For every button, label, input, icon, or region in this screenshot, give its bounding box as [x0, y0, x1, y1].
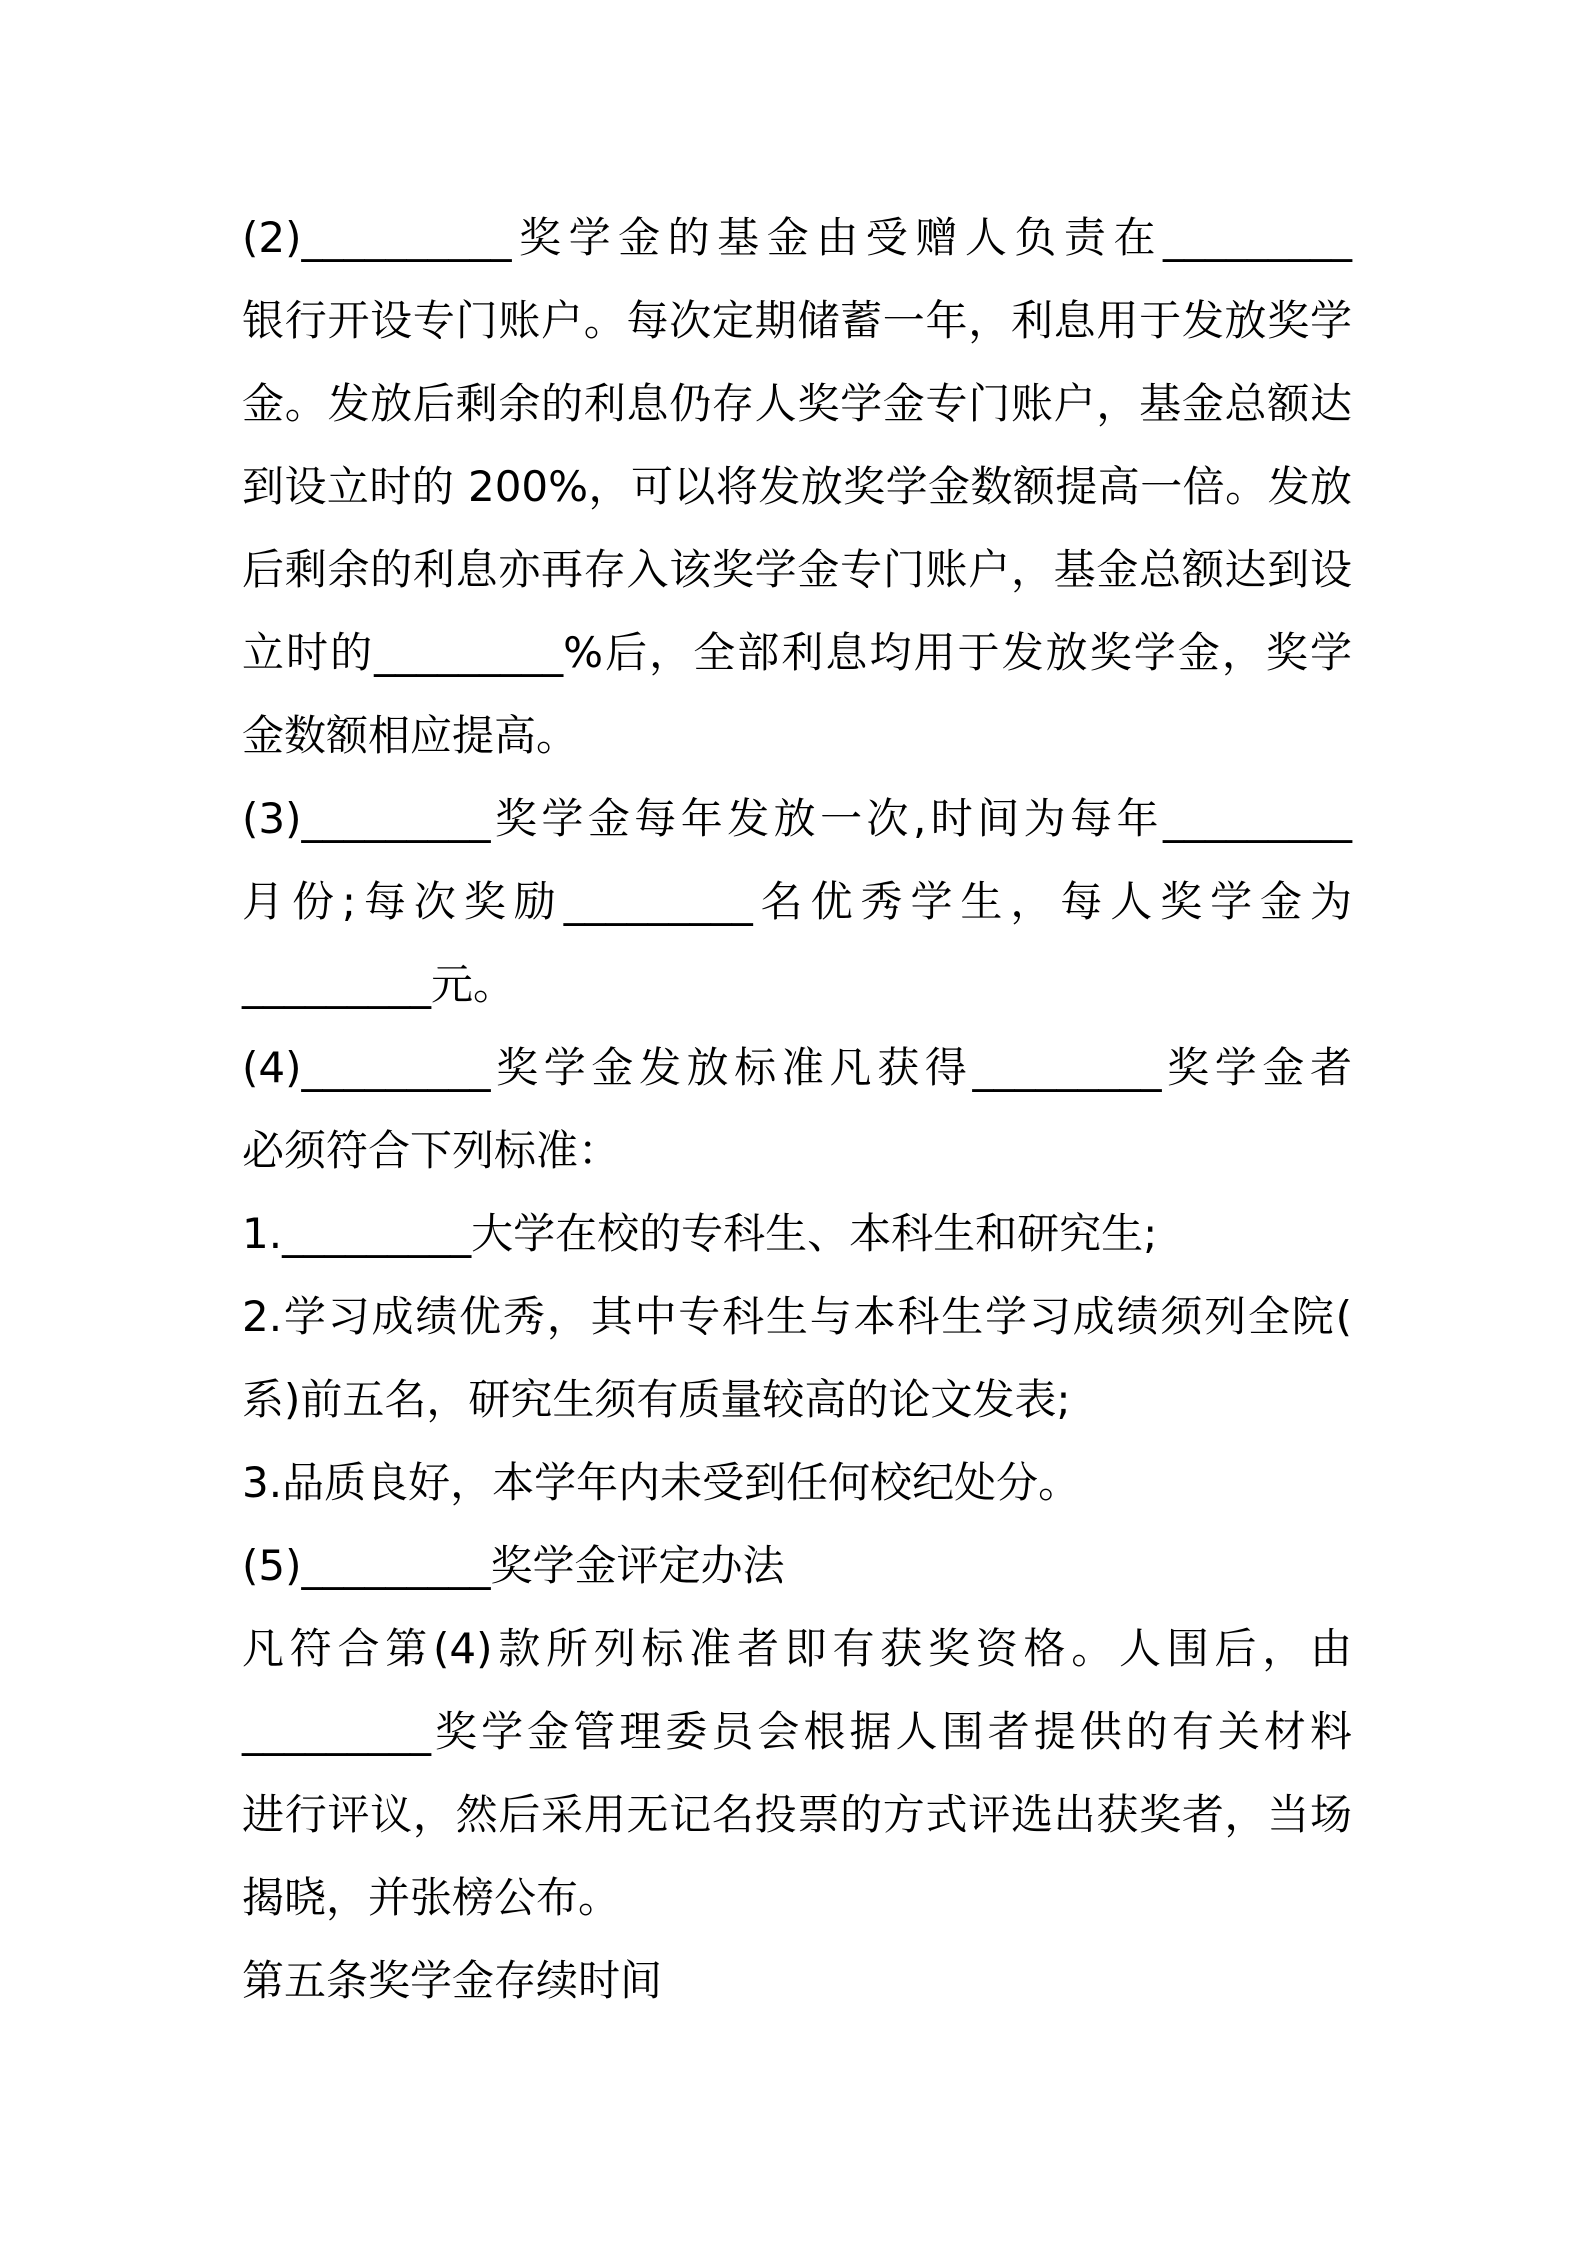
text-line-8: (3)_________奖学金每年发放一次,时间为每年_________ — [242, 794, 1352, 843]
text-line-11: (4)_________奖学金发放标准凡获得_________奖学金者 — [242, 1043, 1352, 1092]
text-line-1: (2)__________奖学金的基金由受赠人负责在_________ — [242, 213, 1352, 262]
text-line-16: 3.品质良好，本学年内未受到任何校纪处分。 — [242, 1458, 1081, 1507]
text-line-15: 系)前五名，研究生须有质量较高的论文发表; — [242, 1375, 1071, 1424]
text-line-9: 月份;每次奖励_________名优秀学生，每人奖学金为 — [242, 877, 1352, 926]
text-line-2: 银行开设专门账户。每次定期储蓄一年，利息用于发放奖学 — [242, 296, 1352, 345]
text-line-12: 必须符合下列标准： — [242, 1126, 621, 1175]
text-line-19: _________奖学金管理委员会根据人围者提供的有关材料 — [242, 1707, 1352, 1756]
text-line-10: _________元。 — [242, 960, 516, 1009]
text-line-13: 1._________大学在校的专科生、本科生和研究生; — [242, 1209, 1158, 1258]
text-line-21: 揭晓，并张榜公布。 — [242, 1873, 621, 1922]
text-line-14: 2.学习成绩优秀，其中专科生与本科生学习成绩须列全院( — [242, 1292, 1352, 1341]
text-line-17: (5)_________奖学金评定办法 — [242, 1541, 785, 1590]
text-line-18: 凡符合第(4)款所列标准者即有获奖资格。人围后，由 — [242, 1624, 1352, 1673]
text-line-6: 立时的_________%后，全部利息均用于发放奖学金，奖学 — [242, 628, 1352, 677]
document-page — [242, 196, 1352, 2022]
section-heading: 第五条奖学金存续时间 — [242, 1956, 663, 2005]
text-line-3: 金。发放后剩余的利息仍存人奖学金专门账户，基金总额达 — [242, 379, 1352, 428]
text-line-7: 金数额相应提高。 — [242, 711, 579, 760]
text-line-20: 进行评议，然后采用无记名投票的方式评选出获奖者，当场 — [242, 1790, 1352, 1839]
text-line-5: 后剩余的利息亦再存入该奖学金专门账户，基金总额达到设 — [242, 545, 1352, 594]
text-line-4: 到设立时的 200%，可以将发放奖学金数额提高一倍。发放 — [242, 462, 1352, 511]
